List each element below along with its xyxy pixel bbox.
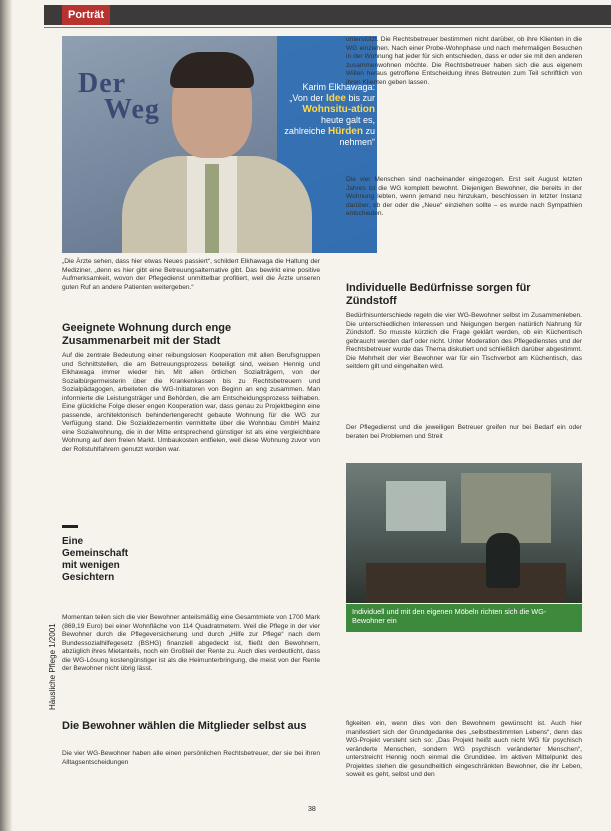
right-heading-1: [346, 282, 582, 308]
pull-quote: [283, 82, 375, 148]
title-word-der: Der: [78, 68, 127, 99]
photo2-window: [386, 481, 446, 531]
quote-text-4: zu nehmen“: [339, 126, 375, 147]
room-photo: [346, 463, 582, 603]
left-para-1: „Die Ärzte sehen, dass hier etwas Neues passiert“, schildert Elkhawaga die Haltung der Mediziner, „denn es hier gibt eine Betreuungsalternative gibt. Das bewirkt eine positive Aufmerksamkeit, wovon der Pflegedienst unmittelbar profitiert, weil die Ärzte unseren guten Ruf an andere Patienten weitergeben.“: [62, 258, 320, 291]
title-word-weg: Weg: [104, 94, 160, 125]
photo-tie: [205, 164, 219, 253]
right-heading-1-text: Individuelle Bedürfnisse sorgen für Zündstoff: [346, 282, 531, 307]
sidebar-box: [62, 536, 144, 584]
header-rule: [44, 27, 611, 28]
right-para-1: unterstützt. Die Rechtsbetreuer bestimmen nicht darüber, ob ihre Klienten in die WG einziehen. Nach einer Probe-Wohnphase und nach mehrmaligen Besuchen in der Wohnung hat jeder für sich entschieden, dass er oder sie mit den anderen zusammenwohnen möchte. Die Rechtsbetreuer haben sich die aus eigenem Willen heraus getroffene Entscheidung ihres Betreuten zum Teil schriftlich von ihren Klienten geben lassen.: [346, 36, 582, 86]
left-para-4: Die vier WG-Bewohner haben alle einen persönlichen Rechtsbetreuer, der sie bei ihren Alltagsentscheidungen: [62, 750, 320, 766]
right-para-4: Der Pflegedienst und die jeweiligen Betreuer greifen nur bei Bedarf ein oder beraten bei Problemen und Streit: [346, 424, 582, 440]
sidebar-title: Eine Gemeinschaft mit wenigen Gesichtern: [62, 536, 129, 583]
quote-speaker: Karim Elkhawaga:: [302, 82, 375, 92]
left-para-2-wrap: [150, 524, 320, 612]
sidebar-rule: [62, 525, 78, 528]
right-para-3: Bedürfnisunterschiede regeln die vier WG-Bewohner selbst im Zusammenleben. Die unterschiedlichen Interessen und Neigungen bergen natürlich Nahrung für Zündstoff. So musste kürzlich die Frage geklärt werden, ob ein Küchentisch gebraucht werden darf oder nicht. Unter Moderation des Pflegedienstes und der Rechtsbetreuer wurde das Thema diskutiert und schließlich darüber abgestimmt. Die Mehrheit der vier Bewohner war für ein Tischverbot am Küchentisch, das seitdem gilt und eingehalten wird.: [346, 312, 582, 370]
quote-text-1: „Von der: [289, 93, 324, 103]
photo2-person: [486, 533, 520, 588]
photo2-desk: [366, 563, 566, 603]
photo-hair: [170, 52, 254, 88]
section-label: Porträt: [62, 5, 110, 25]
vertical-source-label: Häusliche Pflege 1/2001: [48, 623, 57, 710]
left-para-3: Momentan teilen sich die vier Bewohner anteilsmäßig eine Gesamtmiete von 1700 Mark (869,19 Euro) bei einer Wohnfläche von 114 Quadratmetern. Weil die Pflege in der vier Bewohner durch die Pflegeversicherung und durch „Hilfe zur Pflege“ nach dem Bundessozialhilfegesetz (BSHG) finanziell abgedeckt ist, fließt den Bewohnern, abzüglich ihres Mietanteils, noch ein Großteil der Rente zu. Auch dies verdeutlicht, dass die WG-Lösung kostengünstiger ist als die Heimunterbringung, die meist von der Rente der Bewohner nicht übrig lässt.: [62, 614, 320, 672]
left-heading-2-text: Die Bewohner wählen die Mitglieder selbst aus: [62, 720, 307, 732]
left-para-2-top: [62, 352, 320, 522]
quote-highlight-1: Idee: [325, 93, 346, 104]
left-heading-2: [62, 720, 320, 733]
left-para-2: Auf die zentrale Bedeutung einer reibungslosen Kooperation mit allen Berufsgruppen und Schnittstellen, die am Betreuungsprozess beteiligt sind, weisen Hennig und Elkhawaga immer wieder hin. Mit allen örtlichen Sozialträgern, von der Sozialbürgermeisterin über die Krankenkassen bis zu Rechtsbetreuern und Sozialpädagogen, arbeiteten die WG-Initiatoren von Beginn an eng zusammen. Man informierte die Leistungsträger und Behörden, die am Entscheidungsprozess teilhaben. Eine glückliche Folge dieser engen Kooperation war, dass genau zu Projektbeginn eine passende, architektonisch behindertengerecht gebaute Wohnung für die WG zur Verfügung stand. Die Sozialdezernentin vermittelte über die Wohnbau GmbH Mainz eine Sozialwohnung, die in der Mitte entsprechend günstiger ist als eine vergleichbare Wohnung auf dem freien Markt. Umbaukosten entfielen, weil diese Wohnung zuvor von der Rollstuhlfahrern genutzt worden war.: [62, 352, 320, 453]
section-band: [44, 5, 611, 25]
quote-highlight-2: Wohnsitu-ation: [302, 104, 375, 115]
photo-caption: Individuell und mit den eigenen Möbeln richten sich die WG-Bewohner ein: [346, 604, 582, 632]
page-number: 38: [308, 806, 316, 813]
right-para-2: Die vier Menschen sind nacheinander eingezogen. Erst seit August letzten Jahres ist die WG komplett bewohnt. Diejenigen Bewohner, die bereits in der Wohnung lebten, wenn jemand neu hinzukam, beschlossen in letzter Instanz darüber, ob der oder die „Neue“ einziehen sollte – es wurde nach Sympathien entschieden.: [346, 176, 582, 217]
quote-text-2: bis zur: [348, 93, 375, 103]
quote-highlight-3: Hürden: [327, 126, 363, 137]
quote-text-3: heute galt es, zahlreiche: [284, 115, 375, 136]
right-para-5: figkeiten ein, wenn dies von den Bewohnern gewünscht ist. Auch hier manifestiert sich der Grundgedanke des „selbstbestimmten Lebens“, denn das WG-Projekt versteht sich so: „Das Projekt heißt auch nicht WG für psychisch veränderte Menschen, sondern WG psychisch veränderter Menschen“, unterstreicht Hennig noch einmal die Grundidee. Im aktiven Mittelpunkt des Projektes stehen die gesundheitlich eingeschränkten Bewohner, die ihr Leben, soweit es geht, selbst und den: [346, 720, 582, 778]
left-heading-1-text: Geeignete Wohnung durch enge Zusammenarbeit mit der Stadt: [62, 322, 232, 347]
left-heading-1: [62, 322, 320, 348]
page-edge-shadow: [0, 0, 12, 831]
